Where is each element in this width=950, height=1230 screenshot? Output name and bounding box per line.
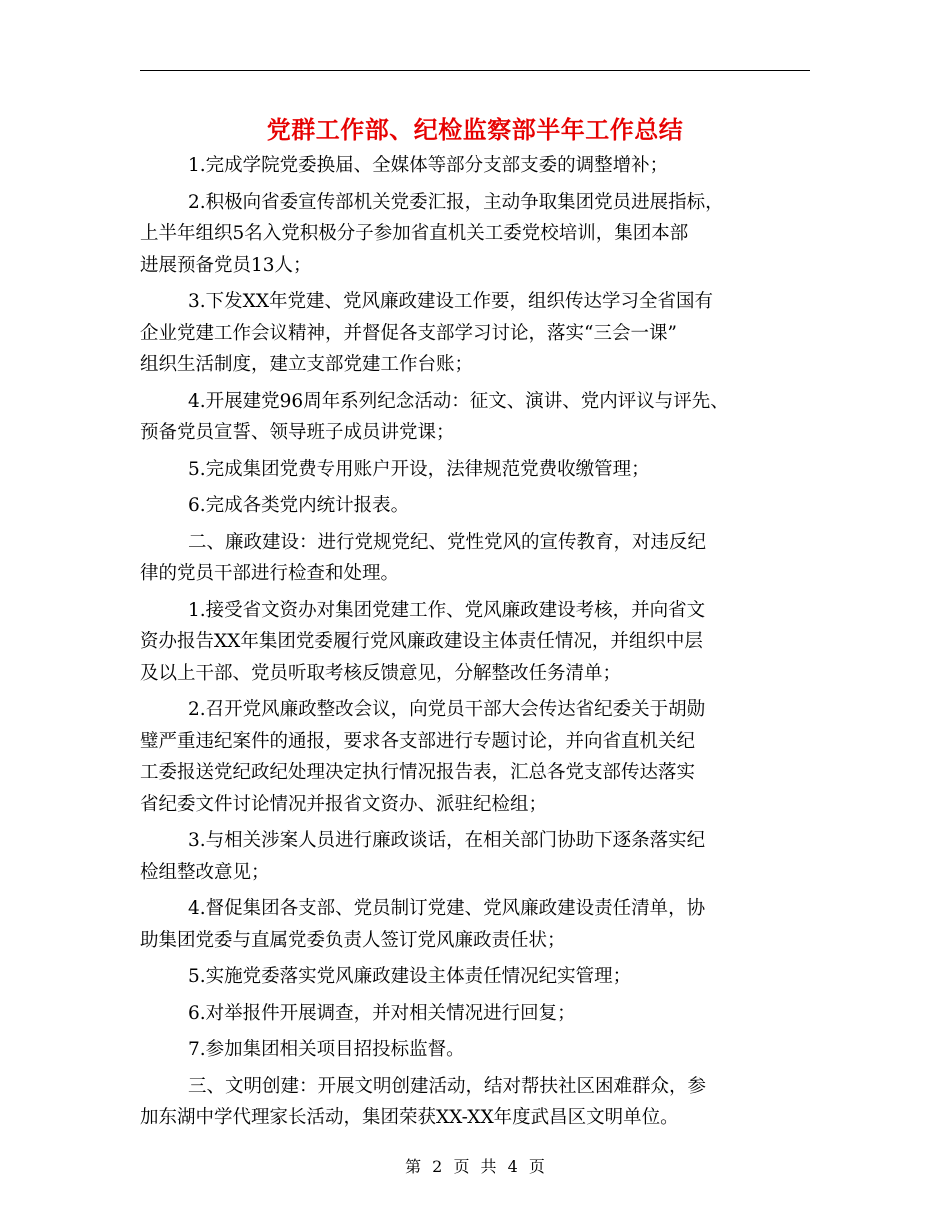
paragraph — [140, 386, 820, 449]
paragraph — [140, 595, 820, 690]
paragraph — [140, 490, 820, 522]
text-line: 及以上干部、党员听取考核反馈意见，分解整改任务清单； — [140, 662, 622, 684]
text-line: 1.接受省文资办对集团党建工作、党风廉政建设考核，并向省文 — [188, 599, 706, 621]
text-line: 二、廉政建设：进行党规党纪、党性党风的宣传教育，对违反纪 — [188, 531, 707, 553]
text-line: 3.下发XX年党建、党风廉政建设工作要，组织传达学习全省国有 — [188, 291, 713, 312]
paragraph — [140, 694, 820, 820]
text-line: 6.对举报件开展调查，并对相关情况进行回复； — [188, 1002, 576, 1024]
text-line: 2.召开党风廉政整改会议，向党员干部大会传达省纪委关于胡勋 — [188, 699, 706, 720]
text-line: 5.完成集团党费专用账户开设，法律规范党费收缴管理； — [188, 458, 650, 480]
text-line: 璧严重违纪案件的通报，要求各支部进行专题讨论，并向省直机关纪 — [140, 730, 696, 752]
paragraph — [140, 998, 820, 1030]
paragraph — [140, 527, 820, 590]
text-line: 工委报送党纪政纪处理决定执行情况报告表，汇总各党支部传达落实 — [140, 762, 696, 783]
paragraph — [140, 187, 820, 282]
text-line: 检组整改意见； — [140, 861, 270, 883]
text-line: 三、文明创建：开展文明创建活动，结对帮扶社区困难群众，参 — [188, 1075, 707, 1097]
header-rule — [140, 70, 810, 71]
text-line: 2.积极向省委宣传部机关党委汇报，主动争取集团党员进展指标， — [188, 191, 724, 213]
document-body — [140, 150, 820, 1139]
text-line: 加东湖中学代理家长活动，集团荣获XX-XX年度武昌区文明单位。 — [140, 1107, 679, 1128]
text-line: 企业党建工作会议精神，并督促各支部学习讨论，落实“三会一课” — [140, 322, 677, 344]
paragraph — [140, 454, 820, 486]
text-line: 助集团党委与直属党委负责人签订党风廉政责任状； — [140, 929, 566, 951]
text-line: 进展预备党员13人； — [140, 254, 312, 276]
paragraph — [140, 286, 820, 381]
paragraph — [140, 1071, 820, 1134]
text-line: 上半年组织5名入党积极分子参加省直机关工委党校培训，集团本部 — [140, 223, 689, 244]
document-title: 党群工作部、纪检监察部半年工作总结 — [266, 115, 684, 144]
text-line: 3.与相关涉案人员进行廉政谈话，在相关部门协助下逐条落实纪 — [188, 830, 706, 851]
text-line: 4.督促集团各支部、党员制订党建、党风廉政建设责任清单，协 — [188, 898, 706, 919]
paragraph — [140, 825, 820, 888]
text-line: 7.参加集团相关项目招投标监督。 — [188, 1039, 465, 1060]
text-line: 组织生活制度，建立支部党建工作台账； — [140, 354, 474, 375]
page-number: 第 2 页 共 4 页 — [405, 1157, 545, 1176]
text-line: 省纪委文件讨论情况并报省文资办、派驻纪检组； — [140, 793, 548, 815]
paragraph — [140, 1034, 820, 1066]
text-line: 6.完成各类党内统计报表。 — [188, 495, 410, 516]
text-line: 1.完成学院党委换届、全媒体等部分支部支委的调整增补； — [188, 155, 669, 176]
text-line: 预备党员宣誓、领导班子成员讲党课； — [140, 422, 455, 443]
paragraph — [140, 893, 820, 956]
text-line: 律的党员干部进行检查和处理。 — [140, 563, 400, 584]
paragraph — [140, 961, 820, 993]
paragraph — [140, 150, 820, 182]
text-line: 5.实施党委落实党风廉政建设主体责任情况纪实管理； — [188, 966, 632, 987]
text-line: 4.开展建党96周年系列纪念活动：征文、演讲、党内评议与评先、 — [188, 390, 729, 412]
text-line: 资办报告XX年集团党委履行党风廉政建设主体责任情况，并组织中层 — [140, 631, 703, 652]
